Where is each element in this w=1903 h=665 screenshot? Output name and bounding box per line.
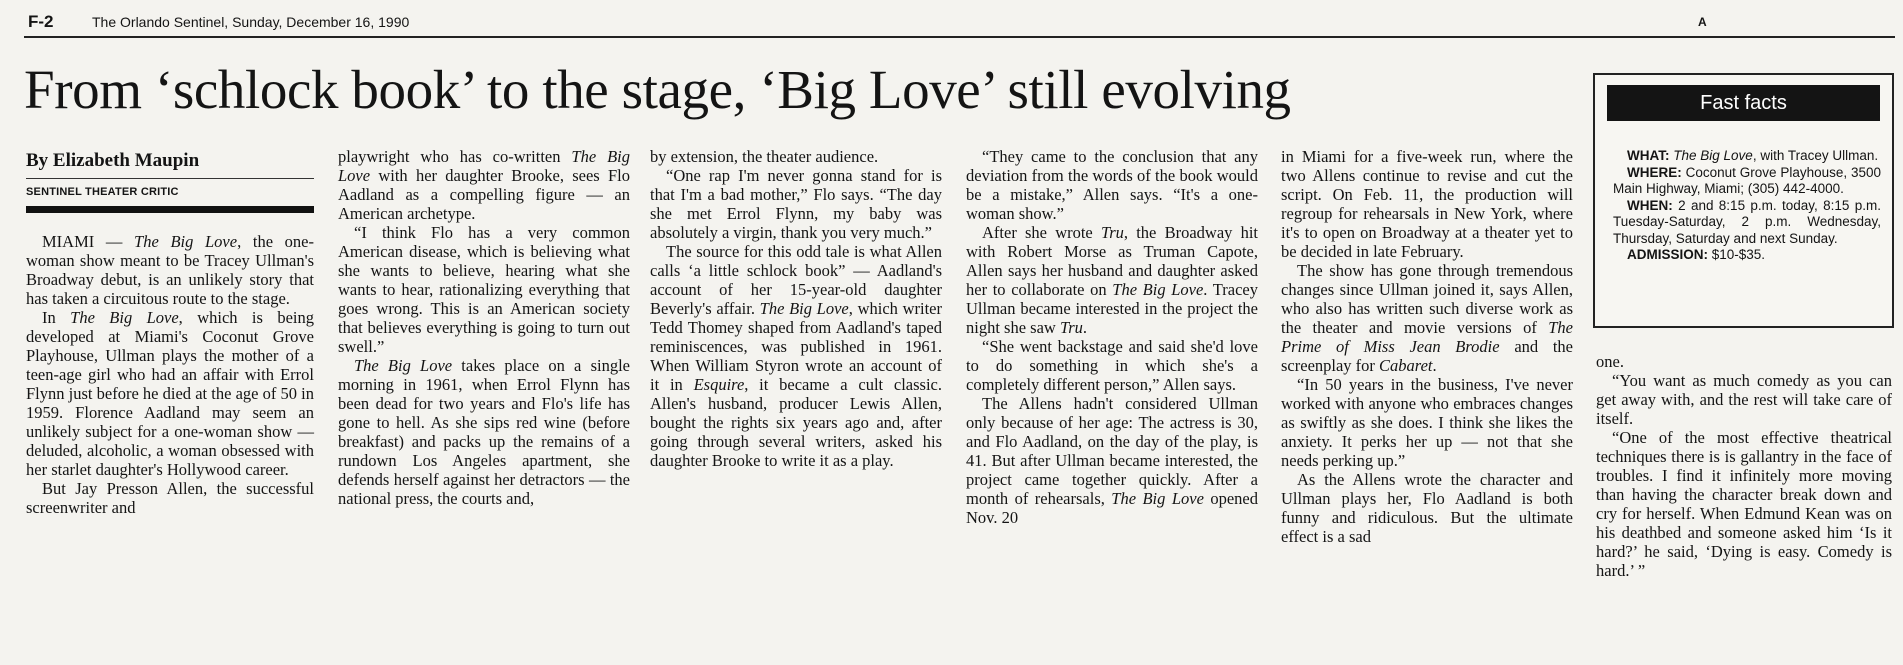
paragraph: The show has gone through tremendous changes since Ullman joined it, says Allen, who also has written such diverse work as the theater and movie versions of The Prime of Miss Jean Brodie and the screenplay for Cabaret. xyxy=(1281,261,1574,375)
fast-facts-body xyxy=(1613,148,1881,264)
article-column-2 xyxy=(338,147,630,508)
article-column-4 xyxy=(966,147,1258,527)
paragraph: by extension, the theater audience. xyxy=(650,147,879,166)
paragraph: “You want as much comedy as you can get away with, and the rest will take care of itself. xyxy=(1596,371,1892,428)
paragraph: “In 50 years in the business, I've never worked with anyone who embraces changes as swiftly as she does. I think she likes the anxiety. It perks her up — not that she needs perking up.” xyxy=(1281,375,1573,470)
byline-heavy-rule xyxy=(26,206,314,213)
fact-what: WHAT: The Big Love, with Tracey Ullman. xyxy=(1627,148,1879,163)
paragraph: But Jay Presson Allen, the successful screenwriter and xyxy=(26,479,314,517)
paragraph: “She went backstage and said she'd love to do something in which she's a completely different person,” Allen says. xyxy=(966,337,1258,394)
fact-admission: ADMISSION: $10-$35. xyxy=(1627,247,1766,262)
byline-title: SENTINEL THEATER CRITIC xyxy=(26,186,179,198)
fact-when: WHEN: 2 and 8:15 p.m. today, 8:15 p.m. Tuesday-Saturday, 2 p.m. Wednesday, Thursday, Saturday and next Sunday. xyxy=(1613,197,1881,246)
fast-facts-box xyxy=(1593,73,1894,328)
paragraph: The Allens hadn't considered Ullman only because of her age: The actress is 30, and Flo Aadland, on the day of the play, is 41. But after Ullman became interested, the project came together quickly. After a month of rehearsals, The Big Love opened Nov. 20 xyxy=(966,394,1258,527)
dateline: The Orlando Sentinel, Sunday, December 16, 1990 xyxy=(92,14,410,30)
paragraph: In The Big Love, which is being developed at Miami's Coconut Grove Playhouse, Ullman plays the mother of a teen-age girl who had an affair with Errol Flynn just before he died at the age of 50 in 1959. Florence Aadland may seem an unlikely subject for a one-woman show — deluded, alcoholic, a woman obsessed with her starlet daughter's Hollywood career. xyxy=(26,308,314,479)
article-column-5 xyxy=(1281,147,1573,546)
paragraph: The source for this odd tale is what Allen calls ‘a little schlock book” — Aadland's account of her 15-year-old daughter Beverly's affair. The Big Love, which writer Tedd Thomey shaped from Aadland's taped reminiscences, was published in 1961. When William Styron wrote an account of it in Esquire, it became a cult classic. Allen's husband, producer Lewis Allen, bought the rights six years ago and, after going through several writers, asked his daughter Brooke to write it as a play. xyxy=(650,242,942,470)
paragraph: “They came to the conclusion that any deviation from the words of the book would be a mistake,” Allen says. “It's a one-woman show.” xyxy=(966,147,1258,223)
article-column-1 xyxy=(26,232,314,517)
paragraph: The Big Love takes place on a single morning in 1961, when Errol Flynn has been dead for two years and Flo's life has gone to hell. As she sips red wine (before breakfast) and packs up the remains of a rundown Los Angeles apartment, she defends herself against her detractors — the national press, the courts and, xyxy=(338,356,630,508)
edition-mark: A xyxy=(1698,15,1707,29)
fast-facts-heading: Fast facts xyxy=(1607,85,1880,121)
article-column-6 xyxy=(1596,352,1892,580)
folio-rule xyxy=(24,36,1895,38)
paragraph: “One rap I'm never gonna stand for is that I'm a bad mother,” Flo says. “The day she met Errol Flynn, my baby was absolutely a virgin, thank you very much.” xyxy=(650,166,942,242)
byline-rule xyxy=(26,178,314,179)
paragraph: “One of the most effective theatrical techniques there is is gallantry in the face of troubles. I find it infinitely more moving than having the character break down and cry for herself. When Edmund Kean was on his deathbed and someone asked him ‘Is it hard?’ he said, ‘Dying is easy. Comedy is hard.’ ” xyxy=(1596,428,1892,580)
headline: From ‘schlock book’ to the stage, ‘Big Love’ still evolving xyxy=(24,59,1291,120)
paragraph: “I think Flo has a very common American disease, which is believing what she wants to believe, hearing what she wants to hear, rationalizing everything that goes wrong. This is an American society that believes everything is going to turn out swell.” xyxy=(338,223,630,356)
paragraph: one. xyxy=(1596,352,1624,371)
page-number: F-2 xyxy=(28,12,54,31)
page-folio xyxy=(0,0,1903,34)
byline-block xyxy=(26,150,314,213)
fact-where: WHERE: Coconut Grove Playhouse, 3500 Main Highway, Miami; (305) 442-4000. xyxy=(1613,164,1881,196)
paragraph: After she wrote Tru, the Broadway hit with Robert Morse as Truman Capote, Allen says her husband and daughter asked her to collaborate on The Big Love. Tracey Ullman became interested in the project the night she saw Tru. xyxy=(966,223,1258,337)
byline-name: By Elizabeth Maupin xyxy=(26,150,200,171)
paragraph: MIAMI — The Big Love, the one-woman show meant to be Tracey Ullman's Broadway debut, is an unlikely story that has taken a circuitous route to the stage. xyxy=(26,232,314,308)
paragraph: in Miami for a five-week run, where the two Allens continue to revise and cut the script. On Feb. 11, the production will regroup for rehearsals in New York, where it's to open on Broadway at a theater yet to be decided in late February. xyxy=(1281,147,1573,261)
article-column-3 xyxy=(650,147,942,470)
paragraph: As the Allens wrote the character and Ullman plays her, Flo Aadland is both funny and ridiculous. But the ultimate effect is a sad xyxy=(1281,470,1573,546)
paragraph: playwright who has co-written The Big Love with her daughter Brooke, sees Flo Aadland as a compelling figure — an American archetype. xyxy=(338,147,630,223)
